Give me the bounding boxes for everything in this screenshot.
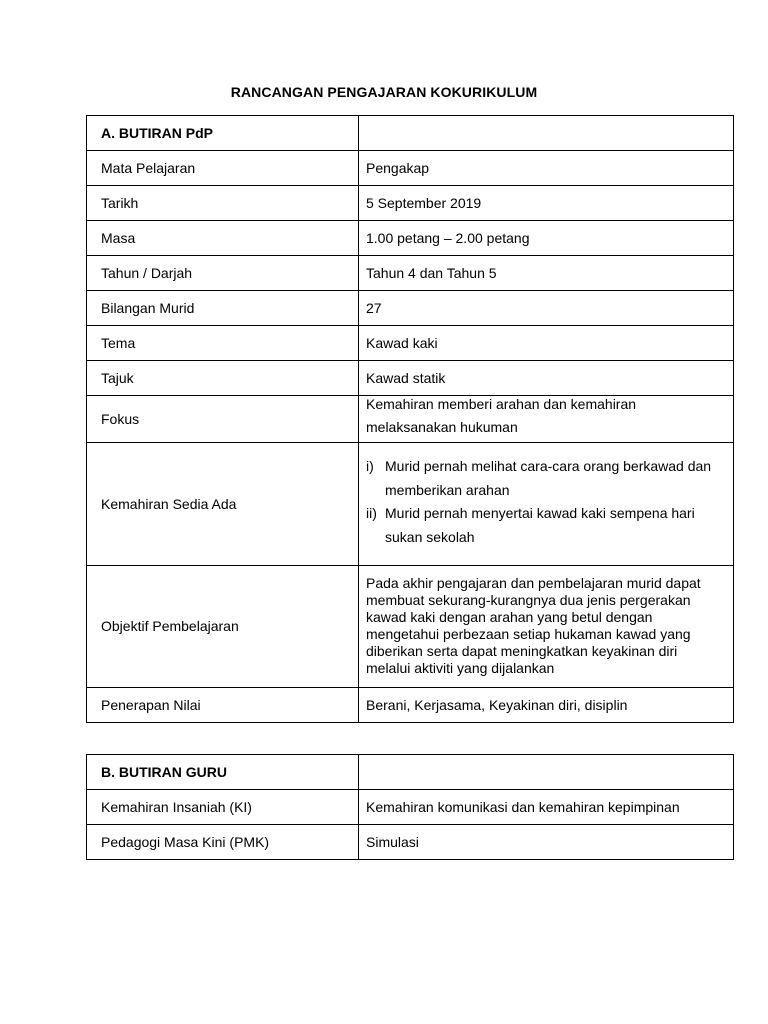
table-row: [87, 221, 734, 256]
objektif-text: Pada akhir pengajaran dan pembelajaran murid dapat membuat sekurang-kurangnya dua jenis pergerakan kawad kaki dengan arahan yang betul dengan mengetahui perbezaan setiap hukaman kawad yang diberikan serta dapat meningkatkan keyakinan diri melalui aktiviti yang dijalankan: [366, 574, 701, 676]
butiran-pdp-table: [86, 115, 734, 723]
list-item: [366, 502, 725, 549]
table-row: [87, 256, 734, 291]
list-item: [366, 455, 725, 502]
row-value-objektif: [359, 566, 734, 688]
row-value-pmk: Simulasi: [359, 825, 734, 860]
row-label-fokus: Fokus: [87, 396, 359, 443]
row-label-bilangan-murid: Bilangan Murid: [87, 291, 359, 326]
row-value-tahun-darjah: Tahun 4 dan Tahun 5: [359, 256, 734, 291]
table-row: [87, 790, 734, 825]
list-item-text: Murid pernah menyertai kawad kaki sempena hari sukan sekolah: [385, 505, 695, 545]
row-value-bilangan-murid: 27: [359, 291, 734, 326]
fokus-text: Kemahiran memberi arahan dan kemahiran melaksanakan hukuman: [366, 396, 637, 435]
row-label-ki: Kemahiran Insaniah (KI): [87, 790, 359, 825]
table-row: [87, 566, 734, 688]
table-row: [87, 688, 734, 723]
prior-skills-list: [366, 455, 725, 549]
row-value-mata-pelajaran: Pengakap: [359, 151, 734, 186]
row-label-tajuk: Tajuk: [87, 361, 359, 396]
row-label-mata-pelajaran: Mata Pelajaran: [87, 151, 359, 186]
table-row: [87, 443, 734, 566]
row-label-penerapan-nilai: Penerapan Nilai: [87, 688, 359, 723]
table-row: [87, 186, 734, 221]
row-value-kemahiran-sedia-ada: [359, 443, 734, 566]
row-label-tema: Tema: [87, 326, 359, 361]
row-value-masa: 1.00 petang – 2.00 petang: [359, 221, 734, 256]
list-marker: i): [366, 458, 374, 474]
row-value-penerapan-nilai: Berani, Kerjasama, Keyakinan diri, disiplin: [359, 688, 734, 723]
table-row: [87, 361, 734, 396]
table-row: [87, 825, 734, 860]
table-row: [87, 755, 734, 790]
section-a-header: A. BUTIRAN PdP: [87, 116, 359, 151]
butiran-guru-table: [86, 754, 734, 860]
table-row: [87, 151, 734, 186]
row-value-tema: Kawad kaki: [359, 326, 734, 361]
table-row: [87, 116, 734, 151]
row-label-kemahiran-sedia-ada: Kemahiran Sedia Ada: [87, 443, 359, 566]
row-label-masa: Masa: [87, 221, 359, 256]
row-label-objektif: Objektif Pembelajaran: [87, 566, 359, 688]
row-label-tarikh: Tarikh: [87, 186, 359, 221]
table-row: [87, 396, 734, 443]
list-item-text: Murid pernah melihat cara-cara orang berkawad dan memberikan arahan: [385, 458, 712, 498]
list-marker: ii): [366, 505, 377, 521]
row-label-pmk: Pedagogi Masa Kini (PMK): [87, 825, 359, 860]
row-value-fokus: [359, 396, 734, 443]
section-b-header-empty: [359, 755, 734, 790]
row-value-tarikh: 5 September 2019: [359, 186, 734, 221]
row-label-tahun-darjah: Tahun / Darjah: [87, 256, 359, 291]
table-row: [87, 326, 734, 361]
row-value-ki: Kemahiran komunikasi dan kemahiran kepimpinan: [359, 790, 734, 825]
row-value-tajuk: Kawad statik: [359, 361, 734, 396]
document-title: RANCANGAN PENGAJARAN KOKURIKULUM: [230, 84, 538, 100]
section-a-header-empty: [359, 116, 734, 151]
table-row: [87, 291, 734, 326]
section-b-header: B. BUTIRAN GURU: [87, 755, 359, 790]
